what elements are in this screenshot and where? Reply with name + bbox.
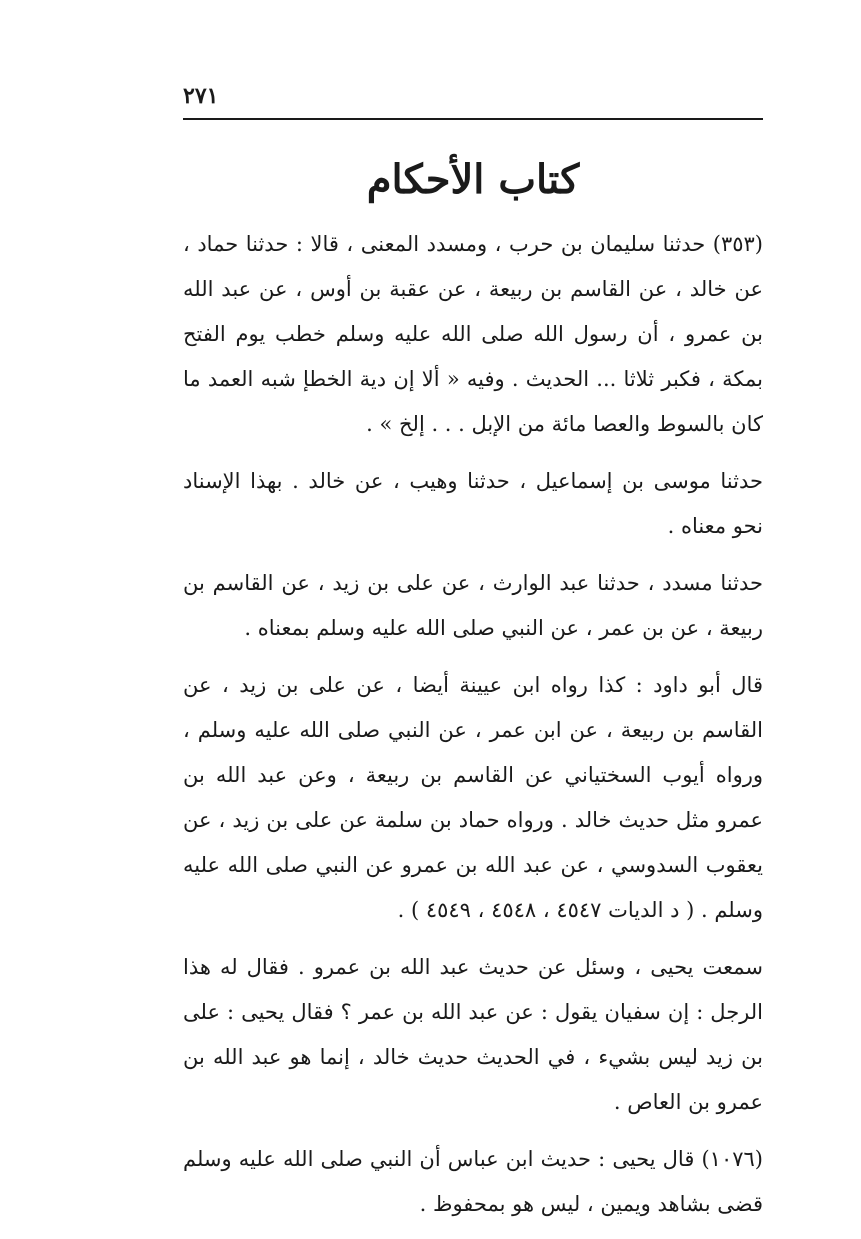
page-number: ٢٧١ xyxy=(183,83,219,109)
paragraph-musaddad-chain: حدثنا مسدد ، حدثنا عبد الوارث ، عن على بن زيد ، عن القاسم بن ربيعة ، عن بن عمر ، عن النبي صلى الله عليه وسلم بمعناه . xyxy=(183,571,763,640)
page-header xyxy=(183,82,763,122)
paragraph-yahya-question: سمعت يحيى ، وسئل عن حديث عبد الله بن عمرو . فقال له هذا الرجل : إن سفيان يقول : عن عبد الله بن عمر ؟ فقال يحيى : على بن زيد ليس بشيء ، في الحديث حديث خالد ، إنما هو عبد الله بن عمرو بن العاص . xyxy=(183,955,763,1114)
paragraph-abu-dawud-note: قال أبو داود : كذا رواه ابن عيينة أيضا ، عن على بن زيد ، عن القاسم بن ربيعة ، عن ابن عمر ، عن النبي صلى الله عليه وسلم ، ورواه أيوب السختياني عن القاسم بن ربيعة ، وعن عبد الله بن عمرو مثل حديث خالد . ورواه حماد بن سلمة عن على بن زيد ، عن يعقوب السدوسي ، عن عبد الله بن عمرو عن النبي صلى الله عليه وسلم . ( د الديات ٤٥٤٧ ، ٤٥٤٨ ، ٤٥٤٩ ) . xyxy=(183,673,763,922)
document-body xyxy=(183,222,763,1239)
header-rule xyxy=(183,118,763,120)
chapter-title: كتاب الأحكام xyxy=(366,156,580,203)
paragraph-musa-chain: حدثنا موسى بن إسماعيل ، حدثنا وهيب ، عن خالد . بهذا الإسناد نحو معناه . xyxy=(183,469,763,538)
paragraph-hadith-353: (٣٥٣) حدثنا سليمان بن حرب ، ومسدد المعنى ، قالا : حدثنا حماد ، عن خالد ، عن القاسم بن ربيعة ، عن عقبة بن أوس ، عن عبد الله بن عمرو ، أن رسول الله صلى الله عليه وسلم خطب يوم الفتح بمكة ، فكبر ثلاثا ... الحديث . وفيه « ألا إن دية الخطإ شبه العمد ما كان بالسوط والعصا مائة من الإبل . . . إلخ » . xyxy=(183,232,763,436)
paragraph-hadith-1076: (١٠٧٦) قال يحيى : حديث ابن عباس أن النبي صلى الله عليه وسلم قضى بشاهد ويمين ، ليس هو بمحفوظ . xyxy=(183,1147,763,1216)
